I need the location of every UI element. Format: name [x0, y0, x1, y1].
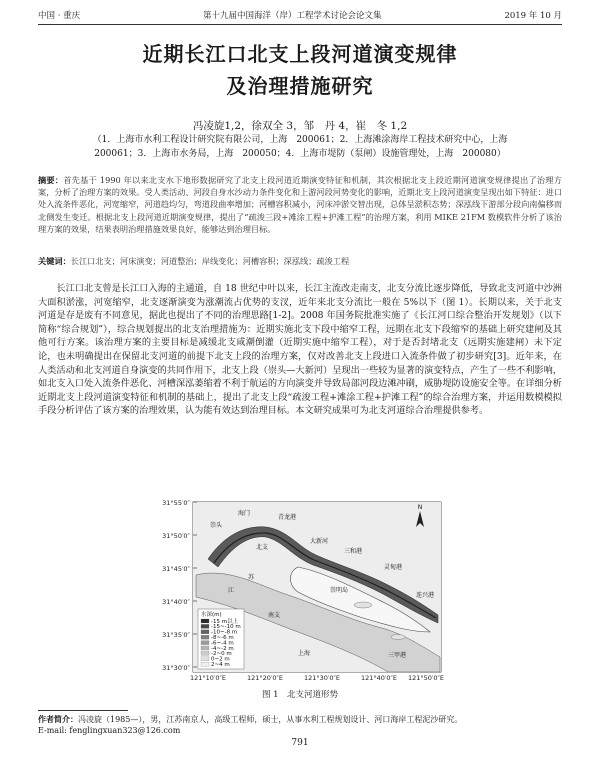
legend-label: -4~-2 m [211, 645, 234, 652]
lon-tick-label: 121°40′0″E [360, 674, 398, 682]
place-label: 上海 [298, 650, 311, 657]
footnote-label: 作者简介： [38, 715, 78, 724]
legend-swatch [201, 646, 209, 650]
header-rule [38, 24, 562, 25]
place-label: 北支 [256, 544, 269, 551]
paper-title-line2: 及治理措施研究 [226, 74, 374, 98]
header-left: 中国 · 重庆 [38, 11, 81, 21]
place-label: 南支 [268, 612, 281, 619]
place-label: 大新河 [310, 538, 329, 545]
keywords-text: 长江口北支；河床演变；河道整治；岸线变化；河槽容积；深泓线；疏浚工程 [70, 256, 350, 266]
place-label: 苏 [248, 574, 255, 581]
keywords-label: 关键词： [38, 256, 71, 266]
place-label: 青龙港 [278, 514, 297, 521]
legend-swatch [201, 630, 209, 634]
lon-tick-label: 121°20′0″E [246, 674, 284, 682]
place-label: 三甲港 [388, 652, 407, 659]
legend-label: -15 m以上 [211, 618, 239, 625]
place-label: 连兴港 [416, 592, 435, 599]
place-label: 江 [228, 587, 235, 594]
legend-label: -6~-4 m [211, 640, 234, 647]
header-center: 第十九届中国海洋（岸）工程学术讨论会论文集 [203, 11, 382, 21]
footnote-text: 冯凌旋（1985—），男，江苏南京人，高级工程师，硕士，从事水利工程规划设计、河口海岸工程泥沙研究。 [78, 715, 463, 724]
abstract-label: 摘要： [38, 175, 64, 185]
lat-tick-label: 31°45′0″ [162, 565, 190, 573]
affiliation-line2: 200061；3．上海市水务局，上海 200050；4．上海市堤防（泵闸）设施管理处，上海 200080） [94, 149, 506, 159]
abstract [38, 174, 562, 235]
place-label: 海门 [238, 510, 251, 517]
legend-swatch [201, 635, 209, 639]
place-label: 崇头 [210, 522, 223, 529]
footnote-rule [38, 710, 128, 711]
keywords [38, 256, 562, 267]
place-label: 灵甸港 [384, 564, 403, 571]
north-label: N [417, 504, 423, 511]
lat-tick-label: 31°50′0″ [162, 532, 190, 540]
legend-swatch [201, 641, 209, 645]
page-number: 791 [291, 738, 309, 748]
figure-caption: 图 1 北支河道形势 [261, 690, 339, 700]
running-header [38, 8, 562, 22]
legend-swatch [201, 624, 209, 628]
lat-tick-label: 31°30′0″ [162, 664, 190, 672]
paper-title-line1: 近期长江口北支上段河道演变规律 [142, 42, 458, 66]
lon-tick-label: 121°50′0″E [407, 674, 445, 682]
legend-swatch [201, 619, 209, 623]
affiliation-line1: （1．上海市水利工程设计研究院有限公司，上海 200061；2．上海滩涂海岸工程技术研究中心，上海 [92, 135, 508, 145]
author-list: 冯凌旋1,2，徐双全 3，邹 丹 4，崔 冬 1,2 [192, 120, 408, 132]
longitude-axis [190, 674, 444, 682]
lat-tick-label: 31°35′0″ [162, 631, 190, 639]
lat-tick-label: 31°55′0″ [162, 499, 190, 507]
legend-swatch [201, 657, 209, 661]
depth-legend [198, 609, 244, 669]
lon-tick-label: 121°10′0″E [189, 674, 227, 682]
legend-label: -10~-8 m [211, 629, 238, 636]
author-footnote [38, 714, 562, 736]
author-email: E-mail: fenglingxuan323@126.com [38, 726, 181, 735]
north-branch-map [148, 497, 448, 682]
lon-tick-label: 121°30′0″E [303, 674, 341, 682]
shoal [354, 602, 372, 608]
legend-label: 0~2 m [211, 656, 230, 663]
place-label: 崇明岛 [330, 587, 349, 594]
legend-title: 水深(m) [201, 612, 222, 618]
legend-label: -2~0 m [211, 651, 232, 658]
legend-label: 2~4 m [211, 662, 230, 668]
header-right: 2019 年 10 月 [504, 11, 562, 21]
shoal [391, 635, 405, 640]
place-label: 三和港 [344, 548, 363, 555]
abstract-text: 首先基于 1990 年以来北支水下地形数据研究了北支上段河道近期演变特征和机制，其次根据北支上段近期河道演变规律提出了治理方案，分析了治理方案的效果。受人类活动、河段自身水沙动力条件变化和上游河段河势变化的影响，近期北支上段河道演变呈现出如下特征：进口处入流条件恶化，河宽缩窄，河道趋均匀，弯道段曲率增加；河槽容积减小，河床冲淤交替出现，总体呈淤积态势；深泓线下游部分段向南偏移而北侧发生变迁。根据北支上段河道近期演变规律，提出了“疏浚三段+滩涂工程+护滩工程”的治理方案，利用 MIKE 21FM 数模软件分析了该治理方案的效果，结果表明治理措施效果良好，能够达到治理目标。 [38, 175, 563, 234]
lat-tick-label: 31°40′0″ [162, 598, 190, 606]
legend-label: -15~-10 m [211, 624, 241, 631]
body-paragraph: 长江口北支曾是长江口入海的主通道，自 18 世纪中叶以来，长江主流改走南支，北支分流比逐步降低，导致北支河道中沙洲大面积淤涨，河宽缩窄，北支逐渐演变为涨潮流占优势的支汊，近年来北支分流比一般在 5%以下（图 1）。长期以来，关于北支河道是存是废有不同意见，据此也提出了不同的治理思路[1-2]。2008 年国务院批准实施了《长江河口综合整治开发规划》（以下简称“综合规划”），综合规划提出的北支治理措施为：近期实施北支下段中缩窄工程，远期在北支下段缩窄的基础上研究建闸及其他可行方案。该治理方案的主要目标是减缓北支咸潮倒灌（近期实施中缩窄工程），对于是否封堵北支（远期实施建闸）未下定论，也未明确提出在保留北支河道的前提下北支上段的治理方案，仅对改善北支上段进口入流条件做了初步研究[3]。近年来，在人类活动和北支河道自身演变的共同作用下，北支上段（崇头—大新河）呈现出一些较为显著的演变特点，产生了一些不利影响，如北支入口处入流条件恶化、河槽深泓萎缩着不利于航运的方向演变并导致局部河段边滩冲刷，威胁堤防设施安全等。在详细分析近期北支上段河道演变特征和机制的基础上，提出了北支上段“疏浚工程+滩涂工程+护滩工程”的综合治理方案，并运用数模模拟手段分析评估了该方案的治理效果，认为能有效达到治理目标。本文研究成果可为北支河道综合治理提供参考。 [38, 283, 562, 417]
figure-1 [148, 497, 448, 682]
latitude-axis [162, 499, 197, 672]
legend-label: -8~-6 m [211, 635, 234, 641]
legend-swatch [201, 662, 209, 666]
legend-swatch [201, 651, 209, 655]
